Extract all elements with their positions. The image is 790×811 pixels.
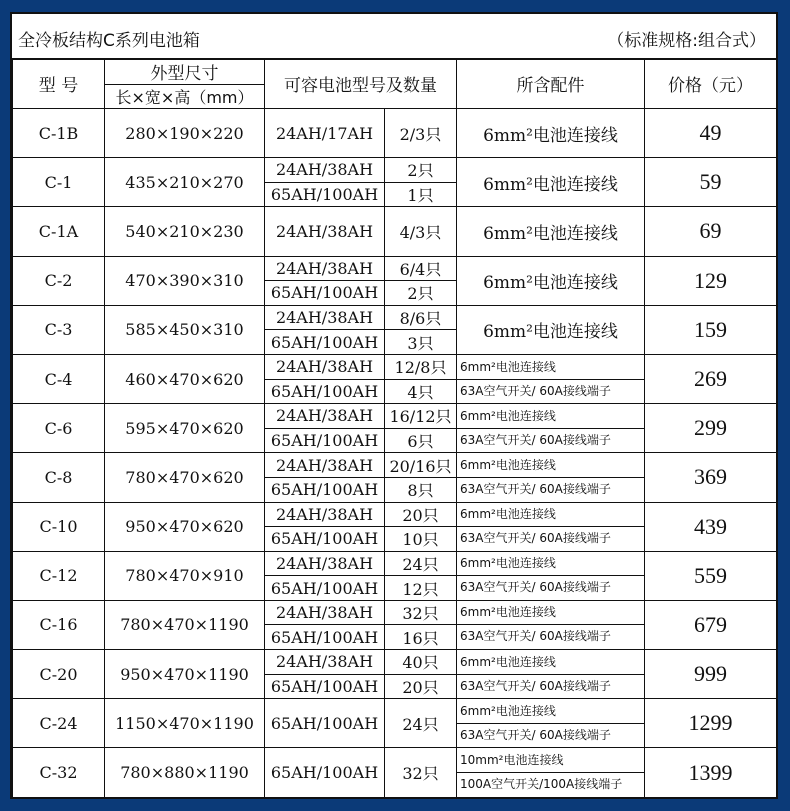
- battery-type-cell: 24AH/38AH: [265, 158, 385, 183]
- model-cell: C-1B: [13, 109, 105, 158]
- header-size: 外型尺寸: [105, 59, 265, 85]
- table-row: [13, 699, 777, 748]
- battery-qty-cell: 2只: [385, 281, 457, 306]
- size-cell: 595×470×620: [105, 404, 265, 453]
- price-cell: [645, 109, 777, 158]
- accessory-item: 6mm²电池连接线: [483, 174, 618, 195]
- price-value: 1399: [688, 759, 733, 785]
- header-model: 型 号: [13, 59, 105, 109]
- price-cell: [645, 158, 777, 207]
- table-row: [13, 551, 777, 576]
- battery-qty-cell: 6只: [385, 428, 457, 453]
- battery-type-cell: 65AH/100AH: [265, 748, 385, 797]
- accessory-item: 63A空气开关/ 60A接线端子: [457, 526, 644, 550]
- battery-type-cell: 65AH/100AH: [265, 625, 385, 650]
- price-value: 59: [699, 169, 722, 195]
- battery-qty-cell: 2只: [385, 158, 457, 183]
- spec-note: （标准规格:组合式）: [607, 31, 766, 51]
- accessory-item: 6mm²电池连接线: [460, 408, 556, 423]
- model-cell: C-8: [13, 453, 105, 502]
- price-cell: [645, 748, 777, 797]
- accessory-item: 6mm²电池连接线: [460, 556, 556, 571]
- accessory-item: 6mm²电池连接线: [460, 507, 556, 522]
- battery-type-cell: 24AH/38AH: [265, 404, 385, 429]
- table-row: [13, 109, 777, 158]
- battery-type-cell: 65AH/100AH: [265, 576, 385, 601]
- price-value: 1299: [688, 710, 733, 736]
- price-cell: [645, 600, 777, 649]
- accessories-cell: [457, 650, 645, 699]
- size-cell: 950×470×1190: [105, 650, 265, 699]
- battery-qty-cell: 40只: [385, 650, 457, 675]
- size-cell: 1150×470×1190: [105, 699, 265, 748]
- accessories-cell: [457, 404, 645, 453]
- battery-type-cell: 24AH/38AH: [265, 551, 385, 576]
- size-cell: 280×190×220: [105, 109, 265, 158]
- model-cell: C-12: [13, 551, 105, 600]
- battery-type-cell: 65AH/100AH: [265, 477, 385, 502]
- accessories-cell: [457, 158, 645, 207]
- battery-qty-cell: 8/6只: [385, 305, 457, 330]
- price-cell: [645, 207, 777, 256]
- accessory-item: 6mm²电池连接线: [460, 654, 556, 669]
- battery-qty-cell: 24只: [385, 699, 457, 748]
- model-cell: C-6: [13, 404, 105, 453]
- table-row: [13, 453, 777, 478]
- accessories-cell: [457, 551, 645, 600]
- battery-qty-cell: 20只: [385, 674, 457, 699]
- model-cell: C-24: [13, 699, 105, 748]
- size-cell: 780×470×910: [105, 551, 265, 600]
- size-cell: 780×470×620: [105, 453, 265, 502]
- battery-type-cell: 24AH/38AH: [265, 453, 385, 478]
- accessories-cell: [457, 207, 645, 256]
- price-value: 299: [694, 415, 727, 441]
- accessory-item: 63A空气开关/ 60A接线端子: [457, 575, 644, 599]
- size-cell: 470×390×310: [105, 256, 265, 305]
- price-sheet: [10, 12, 778, 799]
- accessory-item: 63A空气开关/ 60A接线端子: [457, 428, 644, 452]
- battery-type-cell: 24AH/38AH: [265, 354, 385, 379]
- price-value: 679: [694, 611, 727, 637]
- product-table: [12, 58, 777, 798]
- table-row: [13, 600, 777, 625]
- size-cell: 585×450×310: [105, 305, 265, 354]
- battery-type-cell: 65AH/100AH: [265, 699, 385, 748]
- accessory-item: 10mm²电池连接线: [460, 753, 564, 768]
- battery-type-cell: 65AH/100AH: [265, 379, 385, 404]
- price-value: 49: [699, 120, 722, 146]
- header-accessories: 所含配件: [457, 59, 645, 109]
- accessory-item: 63A空气开关/ 60A接线端子: [457, 723, 644, 747]
- battery-qty-cell: 10只: [385, 527, 457, 552]
- table-row: [13, 158, 777, 183]
- price-value: 69: [699, 218, 722, 244]
- title-bar: [12, 14, 776, 60]
- battery-qty-cell: 6/4只: [385, 256, 457, 281]
- price-value: 999: [694, 661, 727, 687]
- page-title: 全冷板结构C系列电池箱: [18, 31, 200, 51]
- battery-type-cell: 24AH/38AH: [265, 256, 385, 281]
- model-cell: C-16: [13, 600, 105, 649]
- battery-qty-cell: 4/3只: [385, 207, 457, 256]
- price-cell: [645, 354, 777, 403]
- accessories-cell: [457, 256, 645, 305]
- accessory-item: 63A空气开关/ 60A接线端子: [457, 674, 644, 698]
- accessory-item: 6mm²电池连接线: [460, 605, 556, 620]
- battery-type-cell: 24AH/38AH: [265, 600, 385, 625]
- battery-type-cell: 65AH/100AH: [265, 674, 385, 699]
- size-cell: 460×470×620: [105, 354, 265, 403]
- battery-qty-cell: 16/12只: [385, 404, 457, 429]
- accessory-item: 6mm²电池连接线: [483, 273, 618, 294]
- price-cell: [645, 551, 777, 600]
- table-row: [13, 256, 777, 281]
- battery-qty-cell: 32只: [385, 748, 457, 797]
- price-cell: [645, 453, 777, 502]
- accessory-item: 6mm²电池连接线: [460, 703, 556, 718]
- battery-qty-cell: 20/16只: [385, 453, 457, 478]
- price-cell: [645, 699, 777, 748]
- price-value: 269: [694, 366, 727, 392]
- battery-qty-cell: 12只: [385, 576, 457, 601]
- table-row: [13, 650, 777, 675]
- battery-type-cell: 24AH/38AH: [265, 502, 385, 527]
- accessory-item: 63A空气开关/ 60A接线端子: [457, 477, 644, 501]
- battery-type-cell: 65AH/100AH: [265, 330, 385, 355]
- model-cell: C-1: [13, 158, 105, 207]
- battery-type-cell: 24AH/17AH: [265, 109, 385, 158]
- model-cell: C-20: [13, 650, 105, 699]
- price-value: 159: [694, 316, 727, 342]
- price-value: 129: [694, 267, 727, 293]
- battery-qty-cell: 1只: [385, 182, 457, 207]
- model-cell: C-10: [13, 502, 105, 551]
- model-cell: C-32: [13, 748, 105, 797]
- battery-type-cell: 65AH/100AH: [265, 527, 385, 552]
- price-value: 439: [694, 513, 727, 539]
- size-cell: 780×880×1190: [105, 748, 265, 797]
- accessories-cell: [457, 109, 645, 158]
- accessory-item: 63A空气开关/ 60A接线端子: [457, 379, 644, 403]
- price-cell: [645, 502, 777, 551]
- price-value: 559: [694, 562, 727, 588]
- price-cell: [645, 305, 777, 354]
- size-cell: 435×210×270: [105, 158, 265, 207]
- table-row: [13, 207, 777, 256]
- accessories-cell: [457, 354, 645, 403]
- model-cell: C-2: [13, 256, 105, 305]
- battery-qty-cell: 24只: [385, 551, 457, 576]
- accessories-cell: [457, 305, 645, 354]
- battery-type-cell: 24AH/38AH: [265, 305, 385, 330]
- accessory-item: 6mm²电池连接线: [483, 125, 618, 146]
- accessory-item: 6mm²电池连接线: [483, 223, 618, 244]
- accessories-cell: [457, 748, 645, 797]
- size-cell: 950×470×620: [105, 502, 265, 551]
- battery-qty-cell: 20只: [385, 502, 457, 527]
- accessory-item: 6mm²电池连接线: [460, 359, 556, 374]
- size-cell: 540×210×230: [105, 207, 265, 256]
- battery-qty-cell: 12/8只: [385, 354, 457, 379]
- price-value: 369: [694, 464, 727, 490]
- table-row: [13, 305, 777, 330]
- header-size-sub: 长×宽×高（mm）: [105, 85, 265, 109]
- accessories-cell: [457, 699, 645, 748]
- battery-type-cell: 65AH/100AH: [265, 281, 385, 306]
- accessory-item: 63A空气开关/ 60A接线端子: [457, 624, 644, 648]
- model-cell: C-1A: [13, 207, 105, 256]
- battery-type-cell: 24AH/38AH: [265, 207, 385, 256]
- battery-type-cell: 65AH/100AH: [265, 428, 385, 453]
- accessories-cell: [457, 453, 645, 502]
- battery-type-cell: 24AH/38AH: [265, 650, 385, 675]
- price-cell: [645, 404, 777, 453]
- price-cell: [645, 650, 777, 699]
- table-row: [13, 748, 777, 797]
- battery-qty-cell: 32只: [385, 600, 457, 625]
- battery-qty-cell: 2/3只: [385, 109, 457, 158]
- accessories-cell: [457, 502, 645, 551]
- accessory-item: 6mm²电池连接线: [460, 457, 556, 472]
- battery-type-cell: 65AH/100AH: [265, 182, 385, 207]
- model-cell: C-3: [13, 305, 105, 354]
- battery-qty-cell: 3只: [385, 330, 457, 355]
- price-cell: [645, 256, 777, 305]
- header-capacity: 可容电池型号及数量: [265, 59, 457, 109]
- accessory-item: 6mm²电池连接线: [483, 322, 618, 343]
- battery-qty-cell: 16只: [385, 625, 457, 650]
- header-price: 价格（元）: [645, 59, 777, 109]
- accessories-cell: [457, 600, 645, 649]
- battery-qty-cell: 4只: [385, 379, 457, 404]
- accessory-item: 100A空气开关/100A接线端子: [457, 772, 644, 796]
- table-row: [13, 404, 777, 429]
- table-row: [13, 354, 777, 379]
- battery-qty-cell: 8只: [385, 477, 457, 502]
- model-cell: C-4: [13, 354, 105, 403]
- table-row: [13, 502, 777, 527]
- size-cell: 780×470×1190: [105, 600, 265, 649]
